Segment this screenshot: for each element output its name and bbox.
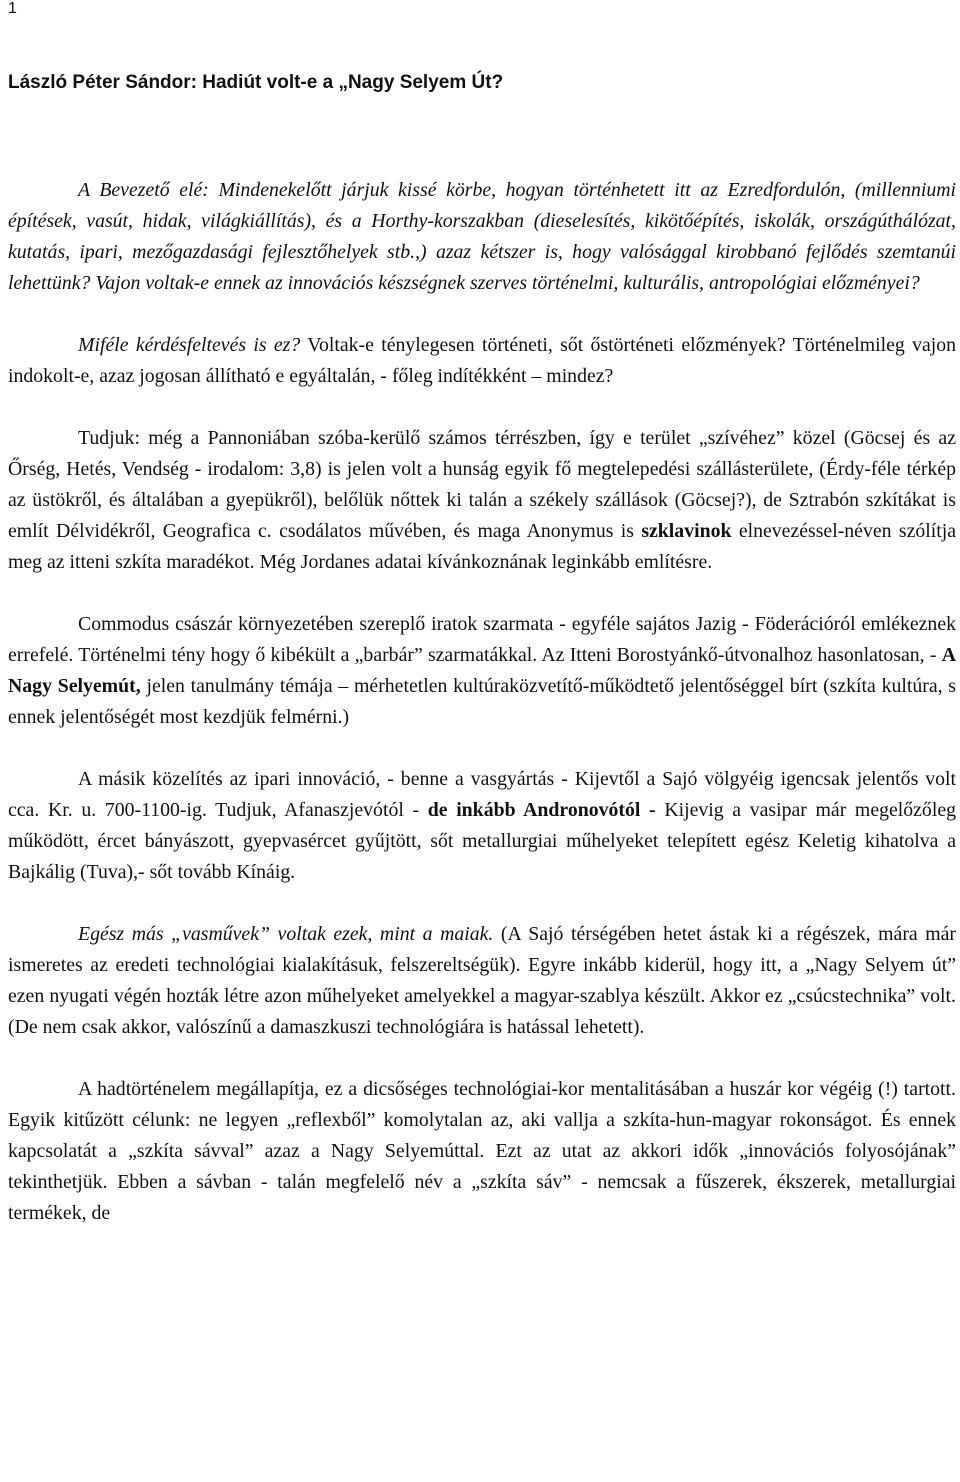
paragraph-commodus-text: Commodus császár környezetében szereplő iratok szarmata - egyféle sajátos Jazig - Föderációról emlékeznek errefelé. Történelmi tény hogy ő kibékült a „barbár” szarmatákkal. Az Itteni Borostyánkő-útvonalhoz hasonlatosan, - <box>8 613 956 666</box>
paragraph-pannonia <box>8 423 956 578</box>
document-body <box>8 175 956 1229</box>
paragraph-vasmuvek-italic: Egész más „vasművek” voltak ezek, mint a maiak. <box>78 923 494 945</box>
paragraph-commodus-end: jelen tanulmány témája – mérhetetlen kultúraközvetítő-működtető jelentőséggel bírt (szkíta kultúra, s ennek jelentőségét most kezdjük felmérni.) <box>8 675 956 728</box>
paragraph-pannonia-end: elnevezéssel-néven szólítja meg az itteni szkíta maradékot. Még Jordanes adatai kívánkoznának leginkább említésre. <box>8 520 956 573</box>
question-italic: Miféle kérdésfeltevés is ez? <box>78 334 301 356</box>
paragraph-vasmuvek <box>8 919 956 1043</box>
bold-term-nagy-selyemut: A Nagy Selyemút, <box>8 644 957 697</box>
paragraph-intro: A Bevezető elé: Mindenekelőtt járjuk kissé körbe, hogyan történhetett itt az Ezredfordulón, (millenniumi építések, vasút, hidak, világkiállítás), és a Horthy-korszakban (dieselesítés, kikötőépítés, iskolák, országúthálózat, kutatás, ipari, mezőgazdasági fejlesztőhelyek stb.,) azaz kétszer is, hogy valósággal kirobbanó fejlődés szemtanúi lehettünk? Vajon voltak-e ennek az innovációs készségnek szerves történelmi, kulturális, antropológiai előzményei? <box>8 179 956 294</box>
page-number: 1 <box>8 0 17 17</box>
paragraph-ironworks-end: Kijevig a vasipar már megelőzőleg működött, ércet bányászott, gyepvasércet gyűjtött, sőt metallurgiai műhelyeket telepített egész Keletig kihatolva a Bajkálig (Tuva),- sőt tovább Kínáig. <box>8 799 956 883</box>
question-rest: Voltak-e ténylegesen történeti, sőt őstörténeti előzmények? Történelmileg vajon indokolt-e, azaz jogosan állítható e egyáltalán, - főleg indítékként – mindez? <box>8 334 957 387</box>
paragraph-ironworks <box>8 764 956 888</box>
paragraph-ironworks-text: A másik közelítés az ipari innováció, - benne a vasgyártás - Kijevtől a Sajó völgyéig igencsak jelentős volt cca. Kr. u. 700-1100-ig. Tudjuk, Afanaszjevótól - <box>8 768 956 821</box>
paragraph-question <box>8 330 956 392</box>
document-title: László Péter Sándor: Hadiút volt-e a „Nagy Selyem Út? <box>8 72 504 93</box>
paragraph-military-history: A hadtörténelem megállapítja, ez a dicsőséges technológiai-kor mentalitásában a huszár kor végéig (!) tartott. Egyik kitűzött célunk: ne legyen „reflexből” komolytalan az, aki vallja a szkíta-hun-magyar rokonságot. És ennek kapcsolatát a „szkíta sávval” azaz a Nagy Selyemúttal. Ezt az utat az akkori idők „innovációs folyosójának” tekinthetjük. Ebben a sávban - talán megfelelő név a „szkíta sáv” - nemcsak a fűszerek, ékszerek, metallurgiai termékek, de <box>8 1078 956 1224</box>
bold-term-szklavinok: szklavinok <box>641 520 732 542</box>
paragraph-pannonia-text: Tudjuk: még a Pannoniában szóba-kerülő számos térrészben, így e terület „szívéhez” közel (Göcsej és az Őrség, Hetés, Vendség - irodalom: 3,8) is jelen volt a hunság egyik fő megtelepedési szállásterülete, (Érdy-féle térkép az üstökről, és általában a gyepükről), belőlük nőttek ki talán a székely szállások (Göcsej?), de Sztrabón szkítákat is említ Délvidékről, Geografica c. csodálatos művében, és maga Anonymus is <box>8 427 956 542</box>
paragraph-vasmuvek-text: (A Sajó térségében hetet ástak ki a régészek, mára már ismeretes az eredeti technológiai kialakításuk, felszereltségük). Egyre inkább kiderül, hogy itt, a „Nagy Selyem út” ezen nyugati végén hozták létre azon műhelyeket amelyekkel a magyar-szablya készült. Akkor ez „csúcstechnika” volt. (De nem csak akkor, valószínű a damaszkuszi technológiára is hatással lehetett). <box>8 923 956 1038</box>
bold-term-andronovo: de inkább Andronovótól - <box>427 799 656 821</box>
paragraph-commodus <box>8 609 956 733</box>
